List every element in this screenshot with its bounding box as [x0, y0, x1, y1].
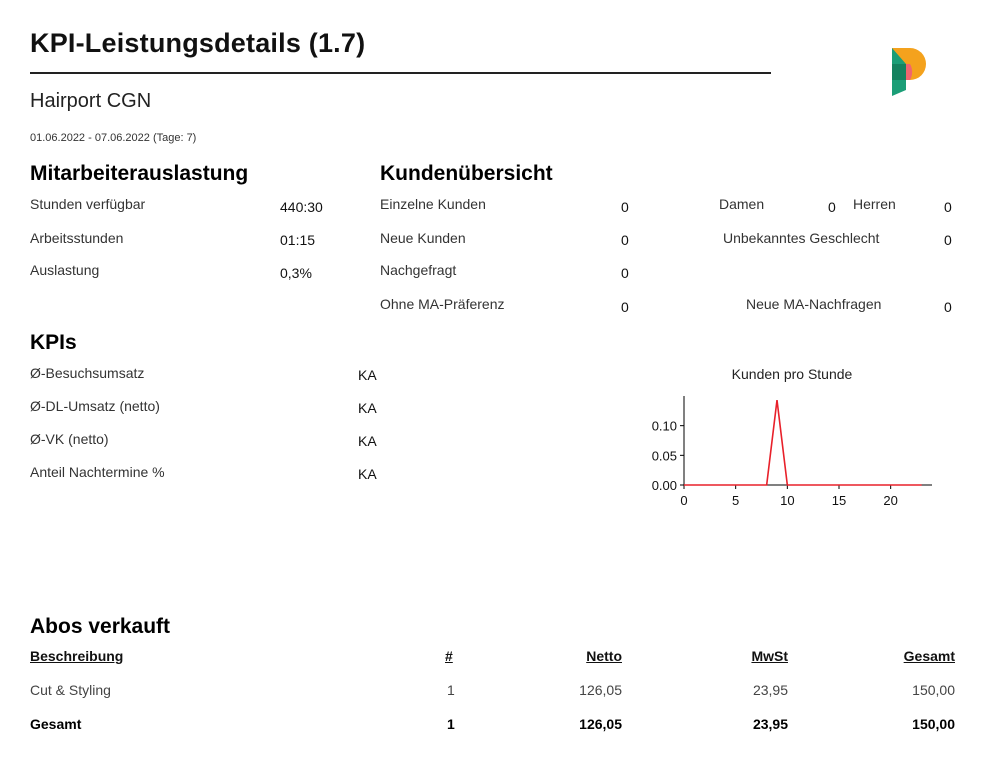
no-preference-label: Ohne MA-Präferenz [380, 296, 505, 312]
no-preference-value: 0 [621, 299, 629, 315]
date-range: 01.06.2022 - 07.06.2022 (Tage: 7) [30, 132, 197, 144]
row-net: 126,05 [579, 682, 622, 698]
new-requests-value: 0 [944, 299, 952, 315]
row-vat: 23,95 [752, 682, 788, 698]
salon-name: Hairport CGN [30, 90, 152, 112]
y-tick-label: 0.10 [651, 418, 677, 434]
single-customers-value: 0 [621, 199, 629, 215]
planity-logo-icon [884, 40, 932, 100]
kpi-visit-revenue-label: Ø-Besuchsumsatz [30, 365, 145, 381]
col-vat-header: MwSt [751, 648, 788, 664]
sum-net: 126,05 [579, 716, 622, 732]
kpi-service-revenue-value: KA [358, 400, 377, 416]
unknown-gender-value: 0 [944, 232, 952, 248]
row-description: Cut & Styling [30, 682, 111, 698]
y-tick-label: 0.05 [651, 448, 677, 464]
logo-dark-part [892, 64, 906, 80]
kpi-follow-up-value: KA [358, 466, 377, 482]
utilization-label: Auslastung [30, 262, 100, 278]
working-hours-label: Arbeitsstunden [30, 230, 124, 246]
kpis-heading: KPIs [30, 331, 77, 354]
col-net-header: Netto [586, 648, 622, 664]
x-tick-label: 20 [883, 493, 898, 508]
sum-vat: 23,95 [752, 716, 788, 732]
sum-description: Gesamt [30, 716, 82, 732]
kpi-retail-value: KA [358, 433, 377, 449]
kpi-visit-revenue-value: KA [358, 367, 377, 383]
row-total: 150,00 [912, 682, 955, 698]
unknown-gender-label: Unbekanntes Geschlecht [723, 230, 880, 246]
title-divider [30, 72, 771, 74]
abos-heading: Abos verkauft [30, 615, 171, 638]
requested-label: Nachgefragt [380, 262, 457, 278]
col-description-header: Beschreibung [30, 648, 124, 664]
sum-total: 150,00 [912, 716, 955, 732]
page-title: KPI-Leistungsdetails (1.7) [30, 28, 366, 58]
col-total-header: Gesamt [903, 648, 955, 664]
kpi-service-revenue-label: Ø-DL-Umsatz (netto) [30, 398, 160, 414]
men-label: Herren [853, 196, 896, 212]
x-tick-label: 5 [732, 493, 740, 508]
customer-overview-heading: Kundenübersicht [380, 162, 553, 185]
col-count-header: # [445, 648, 453, 664]
customers-per-hour-chart [620, 355, 950, 525]
chart-title: Kunden pro Stunde [731, 366, 853, 382]
y-tick-label: 0.00 [651, 478, 677, 493]
women-label: Damen [719, 196, 765, 212]
new-customers-value: 0 [621, 232, 629, 248]
available-hours-label: Stunden verfügbar [30, 196, 146, 212]
requested-value: 0 [621, 265, 629, 281]
kpi-follow-up-label: Anteil Nachtermine % [30, 464, 165, 480]
x-tick-label: 10 [780, 493, 795, 508]
sum-count: 1 [447, 716, 455, 732]
utilization-value: 0,3% [280, 265, 312, 281]
working-hours-value: 01:15 [280, 232, 316, 248]
x-tick-label: 0 [680, 493, 688, 508]
new-requests-label: Neue MA-Nachfragen [746, 296, 882, 312]
new-customers-label: Neue Kunden [380, 230, 466, 246]
row-count: 1 [447, 682, 455, 698]
series-line [684, 400, 922, 485]
kpi-retail-label: Ø-VK (netto) [30, 431, 109, 447]
available-hours-value: 440:30 [280, 199, 323, 215]
women-value: 0 [828, 199, 836, 215]
single-customers-label: Einzelne Kunden [380, 196, 486, 212]
men-value: 0 [944, 199, 952, 215]
employee-utilization-heading: Mitarbeiterauslastung [30, 162, 249, 185]
x-tick-label: 15 [831, 493, 847, 508]
